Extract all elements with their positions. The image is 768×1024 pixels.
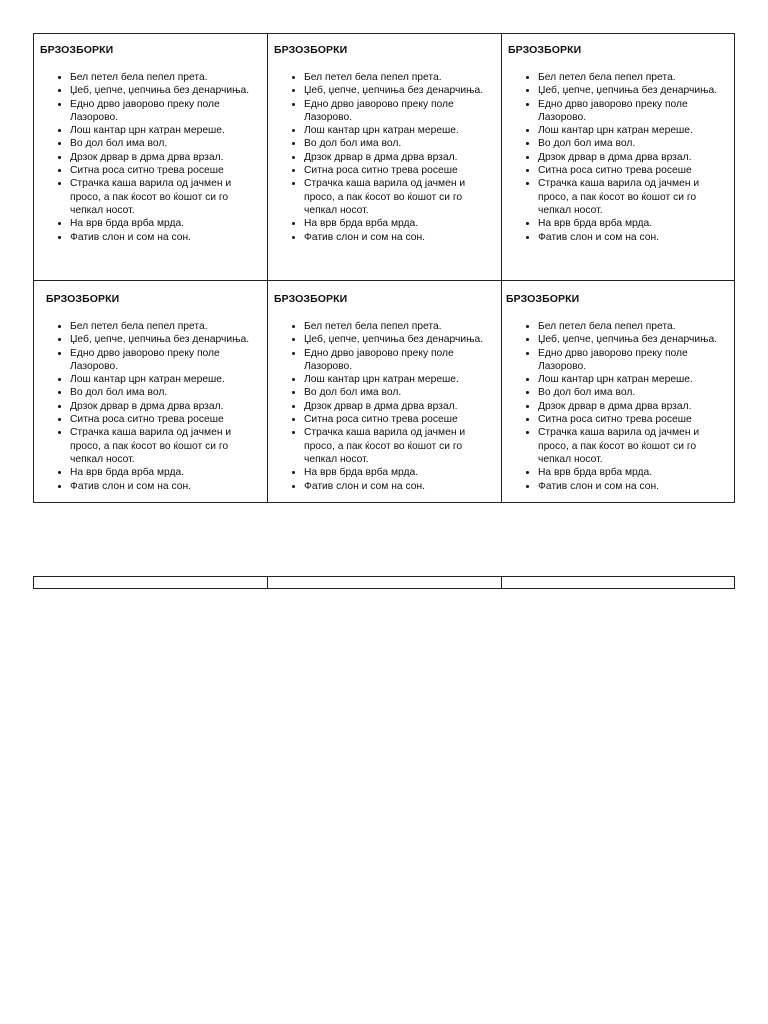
list-item: • Џеб, џепче, џепчиња без денарчиња.: [70, 333, 263, 346]
list-item: • Лош кантар црн катран мереше.: [70, 373, 263, 386]
list-item: • Фатив слон и сом на сон.: [70, 231, 263, 244]
card: [502, 34, 734, 281]
list-item: • Едно дрво јаворово преку поле Лазорово.: [304, 347, 497, 374]
list-item: • Едно дрво јаворово преку поле Лазорово.: [70, 347, 263, 374]
card: [502, 281, 734, 502]
list-item: • Дрзок дрвар в дрма дрва врзал.: [304, 151, 497, 164]
list-item: • На врв брда врба мрда.: [538, 217, 730, 230]
list-item: • Страчка каша варила од јачмен и просо, а пак ќосот во ќошот си го чепкал носот.: [538, 177, 730, 217]
list-item: • Ситна роса ситно трева росеше: [538, 413, 730, 426]
list-item: • Во дол бол има вол.: [304, 386, 497, 399]
list-item: • Страчка каша варила од јачмен и просо, а пак ќосот во ќошот си го чепкал носот.: [70, 426, 263, 466]
list-item: • Ситна роса ситно трева росеше: [70, 413, 263, 426]
list-item: • Страчка каша варила од јачмен и просо, а пак ќосот во ќошот си го чепкал носот.: [538, 426, 730, 466]
list-item: • На врв брда врба мрда.: [70, 466, 263, 479]
list-item: • На врв брда врба мрда.: [304, 466, 497, 479]
list-item: • Лош кантар црн катран мереше.: [304, 124, 497, 137]
list-item: • Бел петел бела пепел прета.: [304, 71, 497, 84]
card: [268, 281, 502, 502]
tongue-twister-list: [506, 320, 730, 493]
list-item: • На врв брда врба мрда.: [538, 466, 730, 479]
list-item: • Дрзок дрвар в дрма дрва врзал.: [70, 151, 263, 164]
list-item: • Лош кантар црн катран мереше.: [304, 373, 497, 386]
list-item: • Џеб, џепче, џепчиња без денарчиња.: [538, 84, 730, 97]
list-item: • На врв брда врба мрда.: [70, 217, 263, 230]
list-item: • Лош кантар црн катран мереше.: [538, 373, 730, 386]
list-item: • Дрзок дрвар в дрма дрва врзал.: [70, 400, 263, 413]
card-title: БРЗОЗБОРКИ: [508, 44, 582, 56]
list-item: • Џеб, џепче, џепчиња без денарчиња.: [304, 333, 497, 346]
tongue-twister-list: [40, 71, 263, 244]
list-item: • Едно дрво јаворово преку поле Лазорово.: [538, 98, 730, 125]
list-item: • Бел петел бела пепел прета.: [538, 71, 730, 84]
tongue-twister-cards-table: [33, 33, 735, 503]
list-item: • Во дол бол има вол.: [70, 137, 263, 150]
list-item: • Фатив слон и сом на сон.: [538, 480, 730, 493]
card: [34, 34, 268, 281]
card-title: БРЗОЗБОРКИ: [40, 44, 114, 56]
empty-table-cell: [502, 577, 734, 588]
list-item: • Фатив слон и сом на сон.: [304, 480, 497, 493]
list-item: • Бел петел бела пепел прета.: [538, 320, 730, 333]
list-item: • Џеб, џепче, џепчиња без денарчиња.: [538, 333, 730, 346]
tongue-twister-list: [274, 71, 497, 244]
list-item: • Едно дрво јаворово преку поле Лазорово.: [538, 347, 730, 374]
card-title: БРЗОЗБОРКИ: [506, 293, 580, 305]
list-item: • Бел петел бела пепел прета.: [70, 320, 263, 333]
list-item: • Едно дрво јаворово преку поле Лазорово.: [70, 98, 263, 125]
card: [34, 281, 268, 502]
list-item: • Ситна роса ситно трева росеше: [304, 164, 497, 177]
list-item: • Фатив слон и сом на сон.: [538, 231, 730, 244]
list-item: • Страчка каша варила од јачмен и просо, а пак ќосот во ќошот си го чепкал носот.: [304, 426, 497, 466]
list-item: • Дрзок дрвар в дрма дрва врзал.: [538, 151, 730, 164]
list-item: • Бел петел бела пепел прета.: [304, 320, 497, 333]
empty-table-cell: [268, 577, 502, 588]
tongue-twister-list: [508, 71, 730, 244]
list-item: • Страчка каша варила од јачмен и просо, а пак ќосот во ќошот си го чепкал носот.: [304, 177, 497, 217]
list-item: • Страчка каша варила од јачмен и просо, а пак ќосот во ќошот си го чепкал носот.: [70, 177, 263, 217]
list-item: • Во дол бол има вол.: [70, 386, 263, 399]
list-item: • Џеб, џепче, џепчиња без денарчиња.: [304, 84, 497, 97]
list-item: • Бел петел бела пепел прета.: [70, 71, 263, 84]
empty-table-cell: [34, 577, 268, 588]
list-item: • Лош кантар црн катран мереше.: [70, 124, 263, 137]
list-item: • Ситна роса ситно трева росеше: [538, 164, 730, 177]
empty-table-row: [33, 576, 735, 589]
card-title: БРЗОЗБОРКИ: [46, 293, 120, 305]
list-item: • Фатив слон и сом на сон.: [304, 231, 497, 244]
list-item: • Во дол бол има вол.: [538, 386, 730, 399]
list-item: • Дрзок дрвар в дрма дрва врзал.: [538, 400, 730, 413]
list-item: • Фатив слон и сом на сон.: [70, 480, 263, 493]
list-item: • Во дол бол има вол.: [304, 137, 497, 150]
list-item: • Џеб, џепче, џепчиња без денарчиња.: [70, 84, 263, 97]
tongue-twister-list: [46, 320, 263, 493]
list-item: • Во дол бол има вол.: [538, 137, 730, 150]
list-item: • Ситна роса ситно трева росеше: [304, 413, 497, 426]
list-item: • На врв брда врба мрда.: [304, 217, 497, 230]
list-item: • Лош кантар црн катран мереше.: [538, 124, 730, 137]
tongue-twister-list: [274, 320, 497, 493]
card-title: БРЗОЗБОРКИ: [274, 293, 348, 305]
list-item: • Ситна роса ситно трева росеше: [70, 164, 263, 177]
card: [268, 34, 502, 281]
list-item: • Едно дрво јаворово преку поле Лазорово.: [304, 98, 497, 125]
list-item: • Дрзок дрвар в дрма дрва врзал.: [304, 400, 497, 413]
card-title: БРЗОЗБОРКИ: [274, 44, 348, 56]
